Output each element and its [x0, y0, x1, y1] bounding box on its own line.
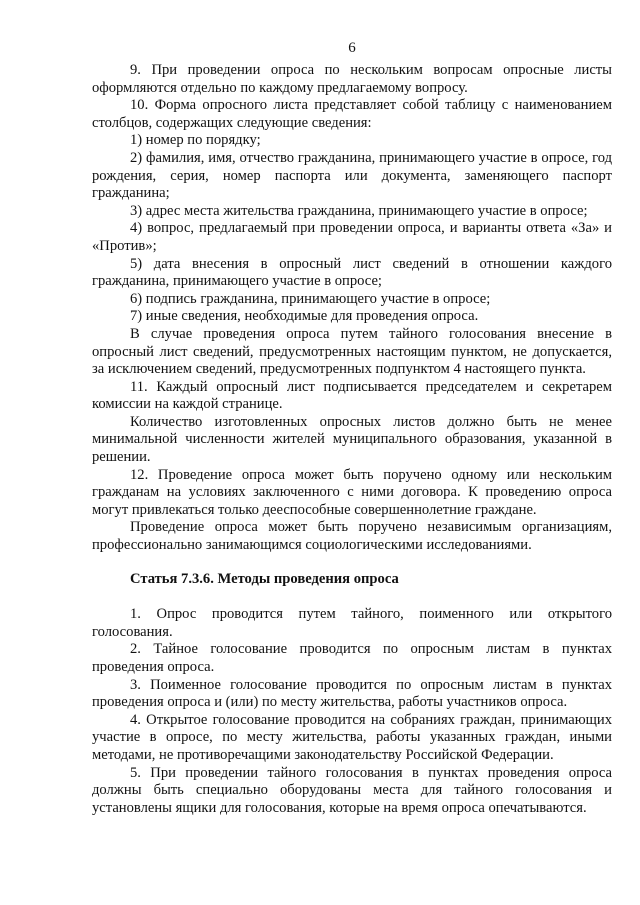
subitem-3: 3) адрес места жительства гражданина, принимающего участие в опросе;: [130, 202, 588, 219]
subitem-2: 2) фамилия, имя, отчество гражданина, принимающего участие в опросе, год рождения, серия, номер паспорта или документа, заменяющего паспорт гражданина;: [92, 149, 612, 202]
paragraph-independent-orgs: Проведение опроса может быть поручено независимым организациям, профессионально занимающимся социологическими исследованиями.: [92, 519, 612, 554]
paragraph-item-11: 11. Каждый опросный лист подписывается председателем и секретарем комиссии на каждой странице.: [92, 378, 612, 413]
subitem-7: 7) иные сведения, необходимые для проведения опроса.: [130, 308, 479, 325]
method-item-1: 1. Опрос проводится путем тайного, поименного или открытого голосования.: [92, 606, 612, 640]
paragraph-item-10: 10. Форма опросного листа представляет собой таблицу с наименованием столбцов, содержащих следующие сведения:: [92, 97, 612, 131]
document-body: [92, 62, 612, 817]
page-number: 6: [348, 40, 356, 56]
method-item-2: 2. Тайное голосование проводится по опросным листам в пунктах проведения опроса.: [92, 641, 612, 675]
subitem-1: 1) номер по порядку;: [130, 132, 261, 149]
method-item-4: 4. Открытое голосование проводится на собраниях граждан, принимающих участие в опросе, по месту жительства, работы указанных граждан, иными методами, не противоречащими законодательству Российской Федерации.: [92, 711, 612, 763]
subitem-5: 5) дата внесения в опросный лист сведений в отношении каждого гражданина, принимающего участие в опросе;: [92, 255, 612, 290]
article-heading: Статья 7.3.6. Методы проведения опроса: [130, 570, 399, 587]
paragraph-item-12: 12. Проведение опроса может быть поручено одному или нескольким гражданам на условиях заключенного с ними договора. К проведению опроса могут привлекаться только дееспособные совершеннолетние граждане.: [92, 466, 612, 518]
document-page: [92, 0, 612, 905]
method-item-3: 3. Поименное голосование проводится по опросным листам в пунктах проведения опроса и (или) по месту жительства, работы участников опроса.: [92, 676, 612, 711]
subitem-4: 4) вопрос, предлагаемый при проведении опроса, и варианты ответа «За» и «Против»;: [92, 220, 612, 254]
subitem-6: 6) подпись гражданина, принимающего участие в опросе;: [130, 290, 491, 307]
paragraph-item-9: 9. При проведении опроса по нескольким вопросам опросные листы оформляются отдельно по каждому предлагаемому вопросу.: [92, 62, 612, 96]
paragraph-secret-vote-note: В случае проведения опроса путем тайного голосования внесение в опросный лист сведений, предусмотренных настоящим пунктом, не допускается, за исключением сведений, предусмотренных подпунктом 4 настоящего пункта.: [92, 325, 612, 378]
paragraph-sheet-count: Количество изготовленных опросных листов должно быть не менее минимальной численности жителей муниципального образования, указанной в решении.: [92, 413, 612, 466]
method-item-5: 5. При проведении тайного голосования в пунктах проведения опроса должны быть специально оборудованы места для тайного голосования и установлены ящики для голосования, которые на время опроса опечатываются.: [92, 764, 612, 816]
